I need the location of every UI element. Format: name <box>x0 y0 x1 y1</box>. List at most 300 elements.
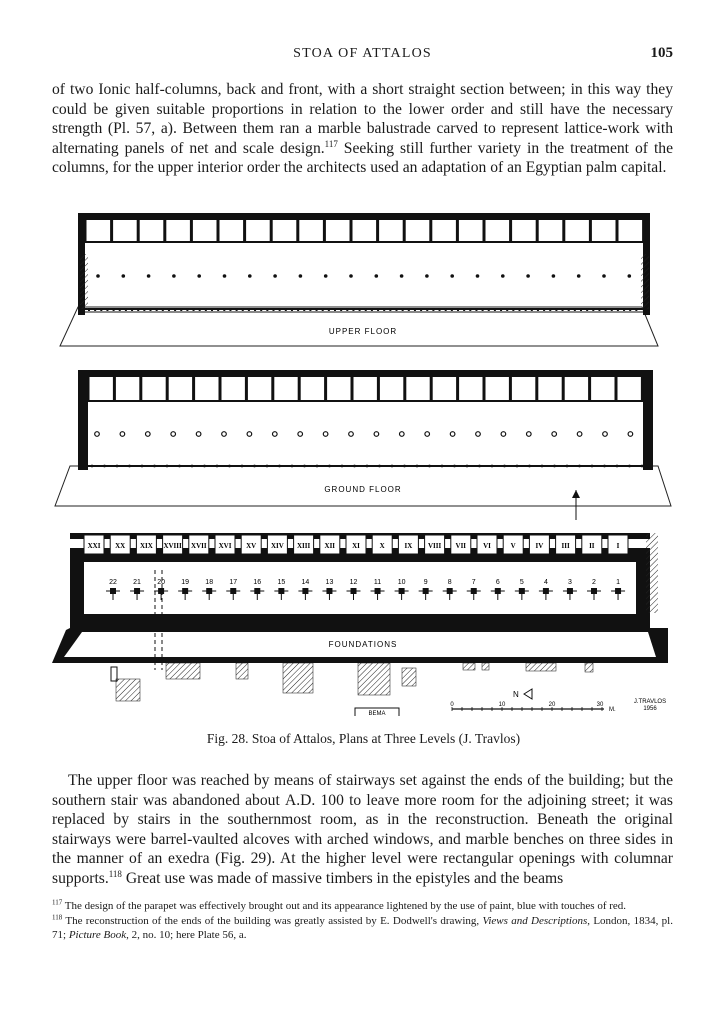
signature: J.TRAVLOS <box>633 699 667 705</box>
upper-partition <box>190 220 193 242</box>
upper-outer-column <box>168 308 170 311</box>
upper-column <box>122 274 126 278</box>
room-numeral: VIII <box>427 542 442 550</box>
upper-outer-column <box>611 308 613 311</box>
upper-outer-column <box>199 308 201 311</box>
upper-column <box>450 274 454 278</box>
north-label: N <box>513 690 520 699</box>
ground-room-partitions <box>87 377 644 401</box>
ground-column <box>273 432 278 437</box>
ground-outer-column <box>528 465 531 468</box>
signature-year: 1956 <box>643 706 657 712</box>
ground-partition <box>509 377 512 401</box>
upper-outer-column <box>113 308 115 311</box>
upper-partition <box>296 220 299 242</box>
upper-outer-column <box>229 308 231 311</box>
ground-column <box>196 432 201 437</box>
north-arrow-icon <box>524 689 532 699</box>
figure-caption: Fig. 28. Stoa of Attalos, Plans at Three Levels (J. Travlos) <box>206 731 521 746</box>
ground-outer-column <box>628 465 631 468</box>
ground-outer-column <box>266 465 269 468</box>
upper-partition <box>137 220 140 242</box>
room-numeral: I <box>616 542 620 550</box>
foundation-wall-front <box>70 614 650 628</box>
upper-outer-column <box>383 308 385 311</box>
column-number: 8 <box>447 579 452 586</box>
upper-outer-column <box>131 308 133 311</box>
upper-outer-column <box>223 308 225 311</box>
upper-outer-column <box>408 308 410 311</box>
upper-outer-column <box>592 308 594 311</box>
upper-partition <box>642 220 645 242</box>
ground-column <box>120 432 125 437</box>
upper-floor-label: UPPER FLOOR <box>328 327 398 336</box>
ground-column <box>603 432 608 437</box>
ground-column <box>298 432 303 437</box>
upper-outer-column <box>125 308 127 311</box>
footnote-117 <box>52 899 673 913</box>
ground-column <box>146 432 151 437</box>
ground-outer-column <box>541 465 544 468</box>
room-numeral: XIV <box>270 542 284 550</box>
footnote-118 <box>52 914 673 942</box>
upper-outer-column <box>254 308 256 311</box>
upper-partition <box>403 220 406 242</box>
column-number: 13 <box>325 579 334 586</box>
ground-outer-column <box>478 465 481 468</box>
upper-outer-column <box>635 308 637 311</box>
column-number: 3 <box>567 579 572 586</box>
footnote-title: Picture Book <box>68 929 127 941</box>
upper-partition <box>509 220 512 242</box>
room-numeral: IX <box>404 542 413 550</box>
upper-stair-south <box>80 254 88 309</box>
ground-partition <box>535 377 538 401</box>
column-number: 5 <box>519 579 524 586</box>
ground-outer-column <box>316 465 319 468</box>
upper-column <box>425 274 429 278</box>
upper-outer-column <box>279 308 281 311</box>
upper-outer-column <box>162 308 164 311</box>
upper-column <box>96 274 100 278</box>
upper-outer-column <box>346 308 348 311</box>
ground-column <box>577 432 582 437</box>
upper-outer-column <box>106 308 108 311</box>
room-numeral: X <box>379 542 385 550</box>
upper-outer-column <box>629 308 631 311</box>
paragraph-text: of two Ionic half-columns, back and front, with a short straight section between; in this way they could be given suitable proportions in relation to the lower order and still have the necessary strength (Pl. 57, a). Between them ran a marble balustrade carved to represent lattice-work with alternating panels of net and scale design. <box>52 81 673 157</box>
upper-outer-column <box>94 308 96 311</box>
upper-outer-column <box>137 308 139 311</box>
ground-outer-column <box>466 465 469 468</box>
bema-label: BEMA <box>368 711 386 717</box>
upper-column <box>577 274 581 278</box>
ground-outer-column <box>553 465 556 468</box>
upper-outer-column <box>426 308 428 311</box>
ground-partition <box>87 377 90 401</box>
upper-partition <box>536 220 539 242</box>
upper-outer-column <box>309 308 311 311</box>
upper-outer-column <box>303 308 305 311</box>
upper-column <box>172 274 176 278</box>
paragraph-text-c: Great use was made of massive timbers in the epistyles and the beams <box>121 869 564 887</box>
ground-outer-column <box>603 465 606 468</box>
ground-column <box>171 432 176 437</box>
upper-outer-column <box>88 308 90 311</box>
ground-column <box>400 432 405 437</box>
upper-outer-column <box>531 308 533 311</box>
ground-outer-column <box>591 465 594 468</box>
upper-outer-column <box>475 308 477 311</box>
upper-outer-column <box>174 308 176 311</box>
ground-outer-column <box>341 465 344 468</box>
upper-outer-column <box>451 308 453 311</box>
upper-column <box>526 274 530 278</box>
ground-outer-column <box>91 465 94 468</box>
upper-partition <box>483 220 486 242</box>
ground-outer-column <box>566 465 569 468</box>
upper-outer-column <box>512 308 514 311</box>
ground-outer-column <box>403 465 406 468</box>
ground-outer-column <box>428 465 431 468</box>
room-numeral: XVI <box>218 542 232 550</box>
upper-outer-column <box>119 308 121 311</box>
ground-outer-column <box>303 465 306 468</box>
ground-column <box>552 432 557 437</box>
upper-back-wall <box>78 213 650 220</box>
upper-outer-column <box>543 308 545 311</box>
room-numeral: XVIII <box>163 542 182 550</box>
room-numeral: XX <box>115 542 126 550</box>
upper-outer-column <box>242 308 244 311</box>
ground-outer-column <box>503 465 506 468</box>
upper-outer-column <box>352 308 354 311</box>
upper-outer-column <box>494 308 496 311</box>
upper-partition <box>84 220 87 242</box>
upper-outer-column <box>574 308 576 311</box>
upper-floor-plan <box>60 213 658 346</box>
footnote-text: The reconstruction of the ends of the building was greatly assisted by E. Dodwell's drawing, <box>62 915 483 927</box>
upper-column <box>147 274 151 278</box>
upper-outer-column <box>236 308 238 311</box>
ground-outer-column <box>578 465 581 468</box>
ground-outer-column <box>116 465 119 468</box>
ground-column <box>374 432 379 437</box>
upper-outer-column <box>248 308 250 311</box>
upper-outer-column <box>100 308 102 311</box>
ground-outer-column <box>516 465 519 468</box>
footnote-text: The design of the parapet was effectively brought out and its appearance lightened by the use of paint, blue with touches of red. <box>62 900 627 912</box>
ground-partition <box>483 377 486 401</box>
ground-outer-column <box>641 465 644 468</box>
upper-column <box>197 274 201 278</box>
ground-column <box>247 432 252 437</box>
upper-partition <box>163 220 166 242</box>
upper-column <box>552 274 556 278</box>
foundation-piers <box>106 579 625 600</box>
running-title: STOA OF ATTALOS <box>293 46 432 61</box>
upper-outer-column <box>205 308 207 311</box>
ground-partition <box>166 377 169 401</box>
upper-column <box>476 274 480 278</box>
ground-outer-column <box>241 465 244 468</box>
room-numeral: VI <box>483 542 491 550</box>
ground-partition <box>588 377 591 401</box>
scale-tick-0: 0 <box>450 702 454 708</box>
column-number: 11 <box>373 579 382 586</box>
upper-partition <box>456 220 459 242</box>
ground-outer-column <box>253 465 256 468</box>
body-paragraph-2 <box>52 771 673 888</box>
column-number: 14 <box>301 579 310 586</box>
column-number: 12 <box>349 579 358 586</box>
ground-column <box>222 432 227 437</box>
section-arrow <box>572 490 580 498</box>
ground-outer-column <box>216 465 219 468</box>
upper-outer-column <box>359 308 361 311</box>
page-number: 105 <box>650 45 673 61</box>
ground-column <box>425 432 430 437</box>
upper-column <box>273 274 277 278</box>
paragraph-text-cont: Seeking still further variety in the treatment of the columns, for the upper interior order the architects used an adaptation of an Egyptian palm capital. <box>52 139 673 176</box>
ground-partition <box>324 377 327 401</box>
upper-partition <box>110 220 113 242</box>
ground-partition <box>562 377 565 401</box>
ground-column-row <box>95 432 633 437</box>
ground-partition <box>298 377 301 401</box>
ground-column <box>450 432 455 437</box>
upper-partition <box>562 220 565 242</box>
upper-outer-column <box>482 308 484 311</box>
upper-column <box>248 274 252 278</box>
upper-column <box>628 274 632 278</box>
column-number: 4 <box>543 579 548 586</box>
upper-outer-column <box>328 308 330 311</box>
upper-outer-column <box>549 308 551 311</box>
ground-right-wall <box>643 370 653 470</box>
column-number: 17 <box>229 579 238 586</box>
upper-outer-column <box>457 308 459 311</box>
room-numeral: II <box>589 542 595 550</box>
ground-outer-column <box>141 465 144 468</box>
upper-partition <box>589 220 592 242</box>
ground-partition <box>641 377 644 401</box>
upper-outer-column <box>463 308 465 311</box>
era-abbrev: A.D. <box>284 791 316 809</box>
room-numeral: XI <box>352 542 360 550</box>
footnote-number: 117 <box>52 898 63 907</box>
column-number: 16 <box>253 579 262 586</box>
upper-partition <box>270 220 273 242</box>
footnote-title: Views and Descriptions <box>482 915 588 927</box>
ground-partition <box>615 377 618 401</box>
upper-stair-north <box>641 254 649 309</box>
upper-outer-column <box>525 308 527 311</box>
upper-outer-column <box>266 308 268 311</box>
upper-outer-column <box>555 308 557 311</box>
upper-outer-column <box>586 308 588 311</box>
footnote-number: 118 <box>52 913 63 922</box>
column-number: 20 <box>157 579 165 586</box>
room-numeral: XV <box>246 542 257 550</box>
upper-outer-column <box>414 308 416 311</box>
column-number: 1 <box>616 579 621 586</box>
upper-outer-column <box>445 308 447 311</box>
upper-outer-column <box>143 308 145 311</box>
ground-partition <box>219 377 222 401</box>
foundations-label: FOUNDATIONS <box>328 640 398 649</box>
footnotes <box>52 899 673 943</box>
upper-outer-column <box>180 308 182 311</box>
ground-outer-column <box>328 465 331 468</box>
upper-column <box>400 274 404 278</box>
upper-outer-column <box>623 308 625 311</box>
upper-column-row <box>88 274 637 311</box>
room-numeral: V <box>510 542 516 550</box>
ground-partition <box>430 377 433 401</box>
upper-outer-column <box>156 308 158 311</box>
footnote-ref-117[interactable]: 117 <box>324 138 338 149</box>
ground-outer-column <box>616 465 619 468</box>
ground-partition <box>456 377 459 401</box>
upper-outer-column <box>371 308 373 311</box>
upper-outer-column <box>365 308 367 311</box>
room-numeral: IV <box>535 542 544 550</box>
upper-outer-column <box>377 308 379 311</box>
upper-outer-column <box>598 308 600 311</box>
upper-partition <box>323 220 326 242</box>
upper-column <box>223 274 227 278</box>
upper-outer-column <box>605 308 607 311</box>
upper-outer-column <box>334 308 336 311</box>
ground-outer-column <box>291 465 294 468</box>
room-numeral: III <box>561 542 570 550</box>
upper-partition <box>243 220 246 242</box>
ground-column <box>323 432 328 437</box>
ground-partition <box>351 377 354 401</box>
ground-outer-column <box>166 465 169 468</box>
ground-partition <box>113 377 116 401</box>
upper-partition <box>429 220 432 242</box>
ground-column <box>501 432 506 437</box>
upper-outer-column <box>211 308 213 311</box>
ground-outer-column <box>416 465 419 468</box>
upper-outer-column <box>389 308 391 311</box>
upper-outer-column <box>297 308 299 311</box>
upper-outer-column <box>580 308 582 311</box>
column-number: 10 <box>397 579 406 586</box>
upper-outer-column <box>469 308 471 311</box>
ground-column <box>95 432 100 437</box>
room-numeral: VII <box>455 542 467 550</box>
ground-outer-column <box>441 465 444 468</box>
upper-outer-column <box>291 308 293 311</box>
upper-outer-column <box>193 308 195 311</box>
upper-outer-column <box>562 308 564 311</box>
upper-room-partitions <box>84 220 646 242</box>
upper-outer-column <box>488 308 490 311</box>
upper-outer-column <box>340 308 342 311</box>
room-numeral: XIII <box>296 542 311 550</box>
upper-outer-column <box>568 308 570 311</box>
ground-outer-column <box>491 465 494 468</box>
upper-outer-column <box>186 308 188 311</box>
ground-outer-column <box>128 465 131 468</box>
upper-outer-column <box>150 308 152 311</box>
upper-outer-column <box>322 308 324 311</box>
column-number: 2 <box>592 579 596 586</box>
paragraph-text: The upper floor was reached by means of stairways set against the ends of the building; but the southern stair was abandoned about <box>52 772 673 809</box>
ground-partition <box>403 377 406 401</box>
footnote-ref-118[interactable]: 118 <box>108 868 122 879</box>
ground-column <box>527 432 532 437</box>
upper-outer-column <box>316 308 318 311</box>
upper-outer-column <box>402 308 404 311</box>
room-numeral: XIX <box>139 542 153 550</box>
upper-outer-column <box>432 308 434 311</box>
room-numeral: XXI <box>87 542 101 550</box>
upper-column <box>375 274 379 278</box>
room-numerals <box>84 535 628 554</box>
upper-partition <box>350 220 353 242</box>
footnote-text: , 2, no. 10; here Plate 56, a. <box>126 929 247 941</box>
scale-tick-20: 20 <box>548 702 556 708</box>
column-number: 18 <box>205 579 214 586</box>
upper-outer-column <box>285 308 287 311</box>
ground-outer-column <box>153 465 156 468</box>
upper-outer-column <box>420 308 422 311</box>
upper-column <box>501 274 505 278</box>
upper-outer-column <box>500 308 502 311</box>
upper-outer-column <box>617 308 619 311</box>
ground-partition <box>139 377 142 401</box>
column-number: 15 <box>277 579 286 586</box>
upper-outer-column <box>439 308 441 311</box>
column-number: 22 <box>109 579 117 586</box>
ground-outer-column <box>378 465 381 468</box>
ground-column <box>349 432 354 437</box>
ground-outer-column <box>453 465 456 468</box>
foundation-plan <box>52 533 668 717</box>
ground-partition <box>271 377 274 401</box>
column-number: 9 <box>423 579 428 586</box>
ground-outer-column <box>103 465 106 468</box>
upper-outer-column <box>537 308 539 311</box>
ground-column <box>476 432 481 437</box>
ground-outer-column <box>353 465 356 468</box>
upper-outer-column <box>273 308 275 311</box>
ground-outer-column <box>178 465 181 468</box>
ground-outer-column <box>391 465 394 468</box>
upper-outer-column <box>519 308 521 311</box>
upper-column <box>299 274 303 278</box>
upper-partition <box>217 220 220 242</box>
scale-unit: M. <box>609 707 616 713</box>
upper-outer-column <box>217 308 219 311</box>
room-numeral: XVII <box>191 542 207 550</box>
upper-partition <box>616 220 619 242</box>
scale-tick-10: 10 <box>498 702 506 708</box>
upper-outer-column <box>506 308 508 311</box>
ground-outer-column <box>366 465 369 468</box>
upper-column <box>349 274 353 278</box>
ground-partition <box>192 377 195 401</box>
upper-outer-column <box>396 308 398 311</box>
paragraph-text-b: 100 to leave more room for the adjoining street; it was replaced by stairs in the southernmost room, as in the reconstruction. Beneath the original stairways were barrel-vaulted alcoves with arched windows, and marble benches on three sides in the manner of an exedra (Fig. 29). At the higher level were rectangular openings with columnar supports. <box>52 791 674 887</box>
scale-tick-30: 30 <box>596 702 604 708</box>
column-number: 7 <box>471 579 476 586</box>
room-numeral: XII <box>324 542 336 550</box>
